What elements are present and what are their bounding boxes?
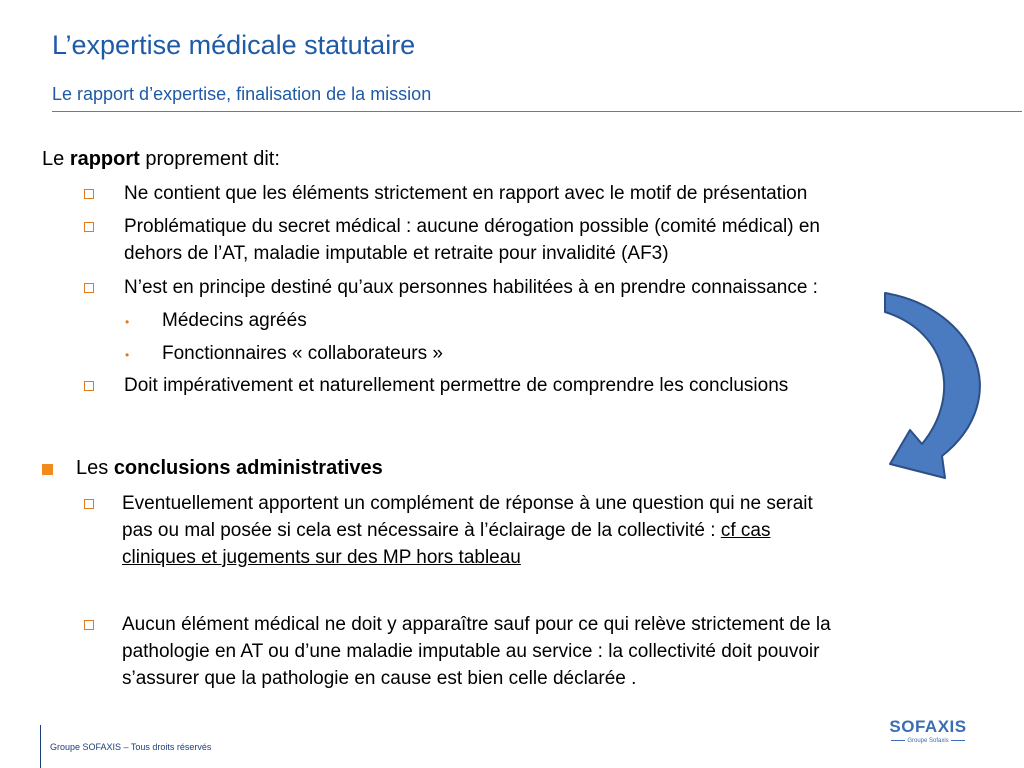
section2-item1-line2-text: pas ou mal posée si cela est nécessaire à l’éclairage de la collectivité :: [122, 520, 721, 541]
section2-item1-line1: Eventuellement apportent un complément de réponse à une question qui ne serait: [122, 493, 813, 514]
footer-copyright: Groupe SOFAXIS – Tous droits réservés: [50, 742, 212, 752]
section1-item2-line2: dehors de l’AT, maladie imputable et retraite pour invalidité (AF3): [124, 243, 669, 264]
logo-tagline: Groupe Sofaxis: [884, 738, 972, 744]
checkbox-bullet-icon: [84, 499, 94, 509]
section2-heading: [76, 457, 383, 480]
section1-item4: Doit impérativement et naturellement permettre de comprendre les conclusions: [124, 375, 789, 396]
curved-arrow-icon: [880, 288, 1002, 500]
section2-item2-line2: pathologie en AT ou d’une maladie imputable au service : la collectivité doit pouvoir: [122, 641, 820, 662]
slide-title: L’expertise médicale statutaire: [52, 30, 416, 60]
footer-divider: [40, 725, 41, 768]
dot-bullet-icon: •: [125, 348, 130, 362]
checkbox-bullet-icon: [84, 283, 94, 293]
checkbox-bullet-icon: [84, 222, 94, 232]
section2-item2-line1: Aucun élément médical ne doit y apparaître sauf pour ce qui relève strictement de la: [122, 614, 831, 635]
slide-subtitle: Le rapport d’expertise, finalisation de la mission: [52, 84, 432, 104]
dot-bullet-icon: •: [125, 315, 130, 329]
square-bullet-icon: [42, 464, 53, 475]
section1-heading: [42, 148, 280, 171]
checkbox-bullet-icon: [84, 381, 94, 391]
logo-name: SOFAXIS: [889, 717, 967, 736]
section2-heading-pre: Les: [76, 457, 114, 479]
checkbox-bullet-icon: [84, 189, 94, 199]
section2-item1-line2: [122, 520, 770, 542]
section1-heading-pre: Le: [42, 148, 70, 170]
section1-item1: Ne contient que les éléments strictement en rapport avec le motif de présentation: [124, 183, 808, 204]
reference-link-continued[interactable]: cliniques et jugements sur des MP hors tableau: [122, 547, 521, 568]
sofaxis-logo: [884, 717, 972, 749]
section1-sub1: Médecins agréés: [162, 310, 307, 331]
section2-heading-bold: conclusions administratives: [113, 457, 383, 479]
checkbox-bullet-icon: [84, 620, 94, 630]
section1-item3: N’est en principe destiné qu’aux personnes habilitées à en prendre connaissance :: [124, 277, 818, 298]
reference-link[interactable]: cf cas: [720, 520, 771, 541]
section2-item2-line3: s’assurer que la pathologie en cause est bien celle déclarée .: [122, 668, 637, 689]
header-divider: [52, 111, 1022, 112]
section1-item2-line1: Problématique du secret médical : aucune dérogation possible (comité médical) en: [124, 216, 820, 237]
section1-sub2: Fonctionnaires « collaborateurs »: [162, 343, 443, 364]
section1-heading-post: proprement dit:: [139, 148, 280, 170]
section1-heading-bold: rapport: [69, 148, 140, 170]
